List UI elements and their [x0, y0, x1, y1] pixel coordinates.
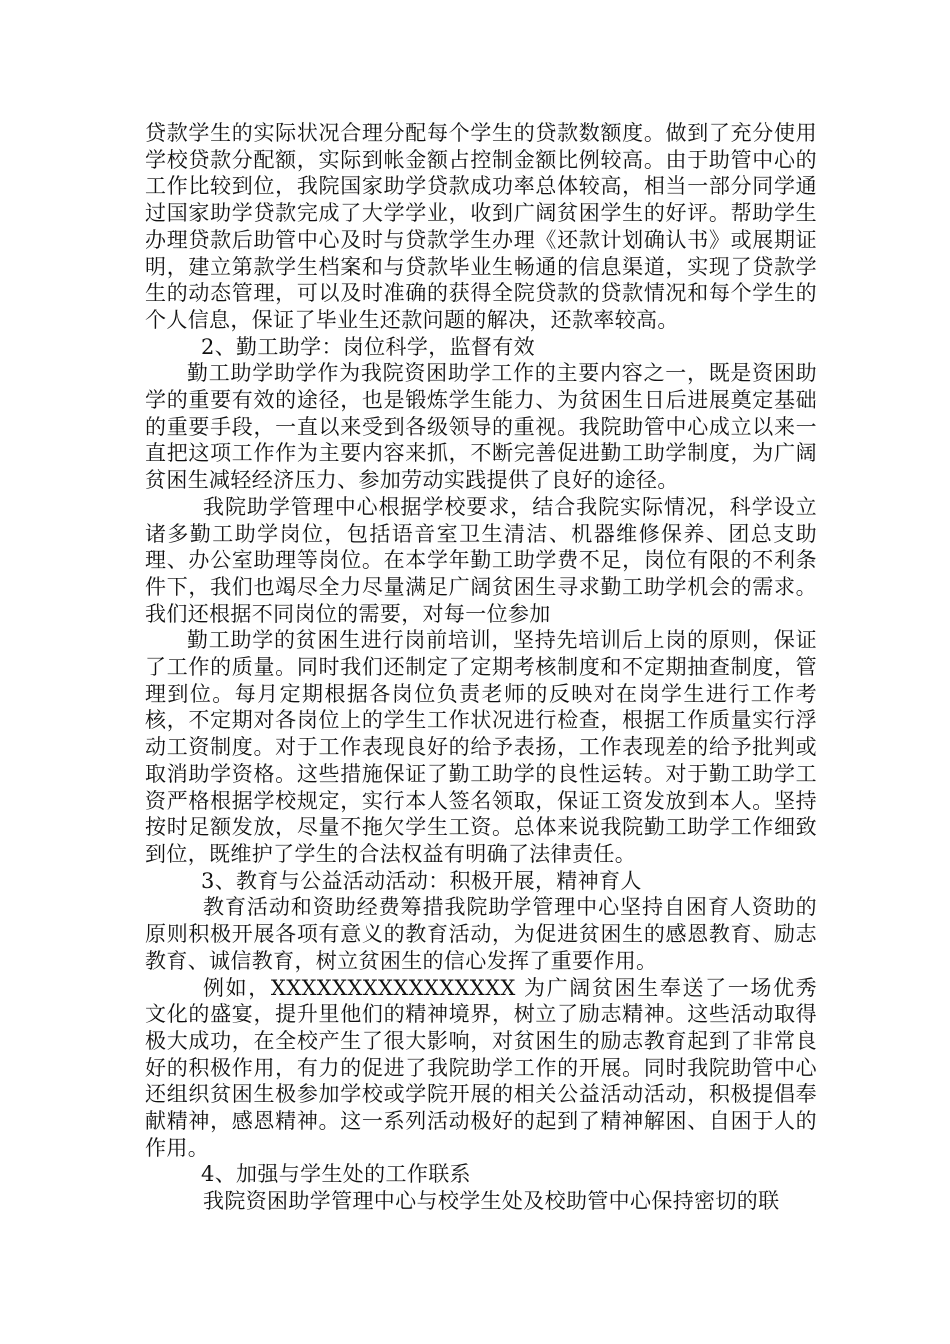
paragraph-work-study-training: 勤工助学的贫困生进行岗前培训，坚持先培训后上岗的原则，保证了工作的质量。同时我们还制定了定期考核制度和不定期抽查制度，管理到位。每月定期根据各岗位负责老师的反映对在岗学生进行工作考核，不定期对各岗位上的学生工作状况进行检查，根据工作质量实行浮动工资制度。对于工作表现良好的给予表扬，工作表现差的给予批判或取消助学资格。这些措施保证了勤工助学的良性运转。对于勤工助学工资严格根据学校规定，实行本人签名领取，保证工资发放到本人。坚持按时足额发放，尽量不拖欠学生工资。总体来说我院勤工助学工作细致到位，既维护了学生的合法权益有明确了法律责任。: [145, 628, 817, 866]
section-heading-student-affairs: 4、加强与学生处的工作联系: [201, 1162, 471, 1187]
section-heading-education-activities: 3、教育与公益活动活动：积极开展，精神育人: [201, 868, 642, 893]
paragraph-activity-example: 例如，XXXXXXXXXXXXXXXX 为广阔贫困生奉送了一场优秀文化的盛宴，提升里他们的精神境界，树立了励志精神。这些活动取得极大成功，在全校产生了很大影响，对贫困生的励志教育起到了非常良好的积极作用，有力的促进了我院助学工作的开展。同时我院助管中心还组织贫困生极参加学校或学院开展的相关公益活动活动，积极提倡奉献精神，感恩精神。这一系列活动极好的起到了精神解困、自困于人的作用。: [145, 975, 817, 1160]
paragraph-loan-summary: 贷款学生的实际状况合理分配每个学生的贷款数额度。做到了充分使用学校贷款分配额，实际到帐金额占控制金额比例较高。由于助管中心的工作比较到位，我院国家助学贷款成功率总体较高，相当一部分同学通过国家助学贷款完成了大学学业，收到广阔贫困学生的好评。帮助学生办理贷款后助管中心及时与贷款学生办理《还款计划确认书》或展期证明，建立第款学生档案和与贷款毕业生畅通的信息渠道，实现了贷款学生的动态管理，可以及时准确的获得全院贷款的贷款情况和每个学生的个人信息，保证了毕业生还款问题的解决，还款率较高。: [145, 121, 817, 332]
paragraph-education-activities: 教育活动和资助经费筹措我院助学管理中心坚持自困育人资助的原则积极开展各项有意义的教育活动，为促进贫困生的感恩教育、励志教育、诚信教育，树立贫困生的信心发挥了重要作用。: [145, 895, 817, 973]
paragraph-work-study-intro: 勤工助学助学作为我院资困助学工作的主要内容之一，既是资困助学的重要有效的途径，也是锻炼学生能力、为贫困生日后进展奠定基础的重要手段，一直以来受到各级领导的重视。我院助管中心成立以来一直把这项工作作为主要内容来抓，不断完善促进勤工助学制度，为广阔贫困生减轻经济压力、参加劳动实践提供了良好的途径。: [145, 361, 817, 493]
paragraph-work-study-positions: 我院助学管理中心根据学校要求，结合我院实际情况，科学设立诸多勤工助学岗位，包括语音室卫生清洁、机器维修保养、团总支助理、办公室助理等岗位。在本学年勤工助学费不足，岗位有限的不利条件下，我们也竭尽全力尽量满足广阔贫困生寻求勤工助学机会的需求。我们还根据不同岗位的需要，对每一位参加: [145, 494, 817, 626]
paragraph-student-affairs-cooperation: 我院资困助学管理中心与校学生处及校助管中心保持密切的联: [203, 1189, 780, 1214]
section-heading-work-study: 2、勤工助学：岗位科学，监督有效: [201, 334, 535, 359]
document-body: [145, 120, 817, 1215]
